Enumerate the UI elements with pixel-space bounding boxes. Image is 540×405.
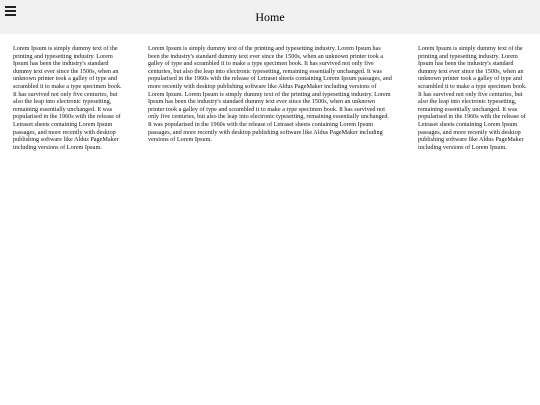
page-title: Home <box>255 10 285 24</box>
menu-icon-bar <box>5 6 16 8</box>
right-column-text: Lorem Ipsum is simply dummy text of the printing and typesetting industry. Lorem Ipsum has been the industry's standard dummy text ever since the 1500s, when an unknown printer took a galley of type and scrambled it to make a type specimen book. It has survived not only five centuries, but also the leap into electronic typesetting, remaining essentially unchanged. It was popularised in the 1960s with the release of Letraset sheets containing Lorem Ipsum passages, and more recently with desktop publishing software like Aldus PageMaker including versions of Lorem Ipsum. <box>418 45 527 151</box>
left-column-text: Lorem Ipsum is simply dummy text of the printing and typesetting industry. Lorem Ipsum has been the industry's standard dummy text ever since the 1500s, when an unknown printer took a galley of type and scrambled it to make a type specimen book. It has survived not only five centuries, but also the leap into electronic typesetting, remaining essentially unchanged. It was popularised in the 1960s with the release of Letraset sheets containing Lorem Ipsum passages, and more recently with desktop publishing software like Aldus PageMaker including versions of Lorem Ipsum. <box>13 45 122 151</box>
middle-column-text: Lorem Ipsum is simply dummy text of the printing and typesetting industry. Lorem Ipsum has been the industry's standard dummy text ever since the 1500s, when an unknown printer took a galley of type and scrambled it to make a type specimen book. It has survived not only five centuries, but also the leap into electronic typesetting, remaining essentially unchanged. It was popularised in the 1960s with the release of Letraset sheets containing Lorem Ipsum passages, and more recently with desktop publishing software like Aldus PageMaker including versions of Lorem Ipsum. Lorem Ipsum is simply dummy text of the printing and typesetting industry. Lorem Ipsum has been the industry's standard dummy text ever since the 1500s, when an unknown printer took a galley of type and scrambled it to make a type specimen book. It has survived not only five centuries, but also the leap into electronic typesetting, remaining essentially unchanged. It was popularised in the 1960s with the release of Letraset sheets containing Lorem Ipsum passages, and more recently with desktop publishing software like Aldus PageMaker including versions of Lorem Ipsum. <box>148 45 392 144</box>
top-bar <box>0 0 540 34</box>
